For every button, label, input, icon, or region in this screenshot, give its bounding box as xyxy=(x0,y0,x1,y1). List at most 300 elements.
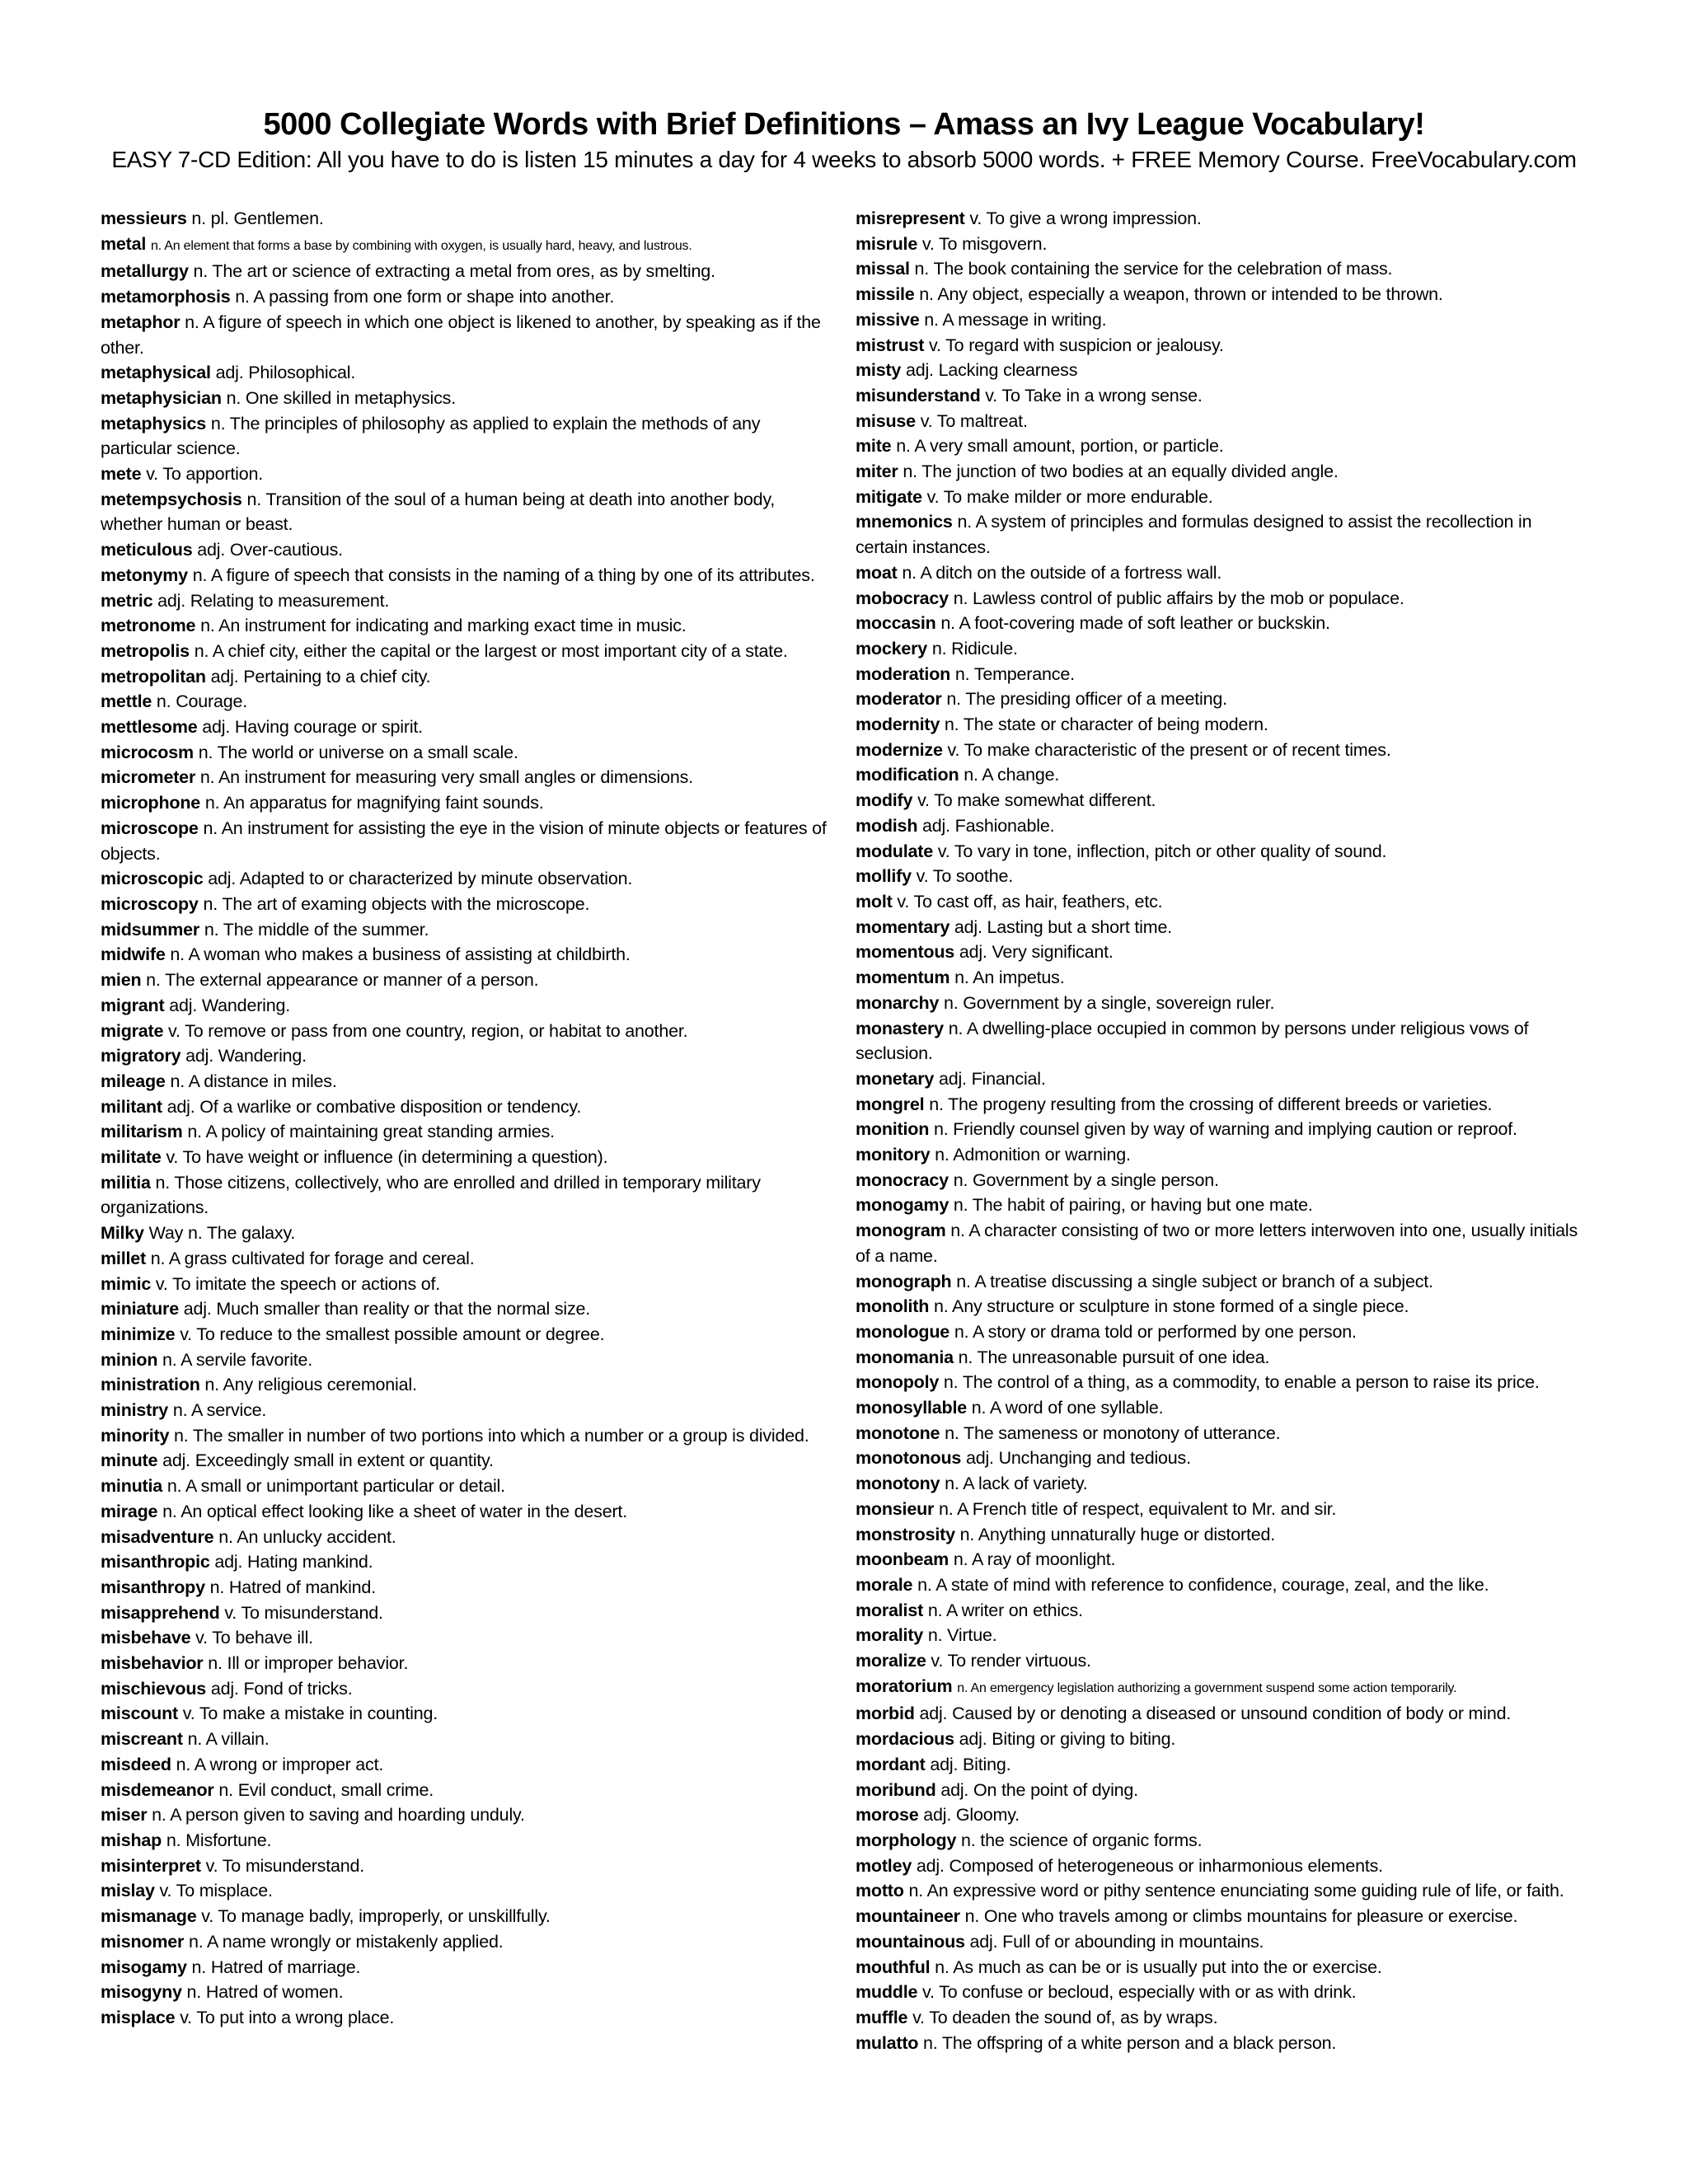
entry-definition: n. The offspring of a white person and a black person. xyxy=(923,2032,1337,2053)
entry-definition: n. A story or drama told or performed by one person. xyxy=(954,1321,1357,1342)
dictionary-entry xyxy=(101,206,831,232)
entry-word: misinterpret xyxy=(101,1855,201,1876)
entry-definition: v. To maltreat. xyxy=(920,410,1028,431)
dictionary-entry xyxy=(856,383,1586,409)
dictionary-entry xyxy=(856,1142,1586,1168)
entry-definition: n. A figure of speech in which one object is likened to another, by speaking as if the other. xyxy=(101,312,821,358)
entry-definition: n. Lawless control of public affairs by the mob or populace. xyxy=(953,588,1404,608)
entry-word: mistrust xyxy=(856,335,925,355)
entry-word: momentum xyxy=(856,968,950,988)
dictionary-entry xyxy=(101,1499,831,1525)
dictionary-entry xyxy=(856,509,1586,560)
entry-definition: n. The principles of philosophy as applied to explain the methods of any particular science. xyxy=(101,413,761,459)
dictionary-entry xyxy=(856,1572,1586,1598)
entry-definition: n. The control of a thing, as a commodity, to enable a person to raise its price. xyxy=(943,1372,1540,1393)
dictionary-entry xyxy=(856,333,1586,359)
dictionary-entry xyxy=(856,1674,1586,1702)
entry-word: misrule xyxy=(856,233,918,254)
entry-definition: v. To cast off, as hair, feathers, etc. xyxy=(897,891,1163,912)
dictionary-entry xyxy=(101,689,831,715)
dictionary-entry xyxy=(101,1980,831,2005)
dictionary-entry xyxy=(856,712,1586,738)
entry-word: minute xyxy=(101,1451,158,1471)
entry-word: monetary xyxy=(856,1068,935,1089)
dictionary-entry xyxy=(101,462,831,487)
dictionary-entry xyxy=(101,790,831,816)
entry-definition: adj. Pertaining to a chief city. xyxy=(210,666,431,687)
entry-word: micrometer xyxy=(101,767,196,788)
dictionary-entry xyxy=(856,813,1586,839)
dictionary-entry xyxy=(856,1648,1586,1674)
dictionary-entry xyxy=(101,232,831,260)
entry-word: minority xyxy=(101,1425,170,1446)
entry-word: mountainous xyxy=(856,1931,965,1952)
dictionary-entry xyxy=(856,307,1586,333)
entry-word: monomania xyxy=(856,1347,954,1367)
entry-definition: n. Ridicule. xyxy=(931,638,1018,658)
entry-word: metal xyxy=(101,233,147,254)
entry-word: monotone xyxy=(856,1422,940,1443)
dictionary-entry xyxy=(856,358,1586,383)
dictionary-entry xyxy=(101,1019,831,1044)
dictionary-entry xyxy=(856,1598,1586,1624)
entry-word: moderation xyxy=(856,663,951,684)
entry-word: mismanage xyxy=(101,1906,197,1927)
entry-definition: n. A very small amount, portion, or particle. xyxy=(896,436,1224,457)
dictionary-entry xyxy=(101,1878,831,1904)
entry-definition: v. To confuse or becloud, especially with or as with drink. xyxy=(922,1982,1357,2003)
entry-word: muffle xyxy=(856,2007,908,2027)
entry-word: modish xyxy=(856,815,918,836)
entry-word: molt xyxy=(856,891,893,912)
dictionary-entry xyxy=(101,1272,831,1297)
entry-definition: v. To give a wrong impression. xyxy=(969,209,1202,228)
entry-word: modernity xyxy=(856,715,940,735)
entry-definition: n. A French title of respect, equivalent to Mr. and sir. xyxy=(938,1498,1337,1519)
dictionary-entry xyxy=(856,1878,1586,1904)
entry-definition: adj. Wandering. xyxy=(185,1046,307,1066)
dictionary-entry xyxy=(856,1929,1586,1955)
entry-definition: n. An instrument for assisting the eye in the vision of minute objects or features of objects. xyxy=(101,818,827,864)
entry-word: misbehave xyxy=(101,1628,191,1648)
entry-definition: n. Hatred of marriage. xyxy=(191,1957,361,1977)
entry-definition: v. To vary in tone, inflection, pitch or other quality of sound. xyxy=(937,841,1387,861)
entry-word: ministration xyxy=(101,1375,200,1395)
entry-definition: adj. Lacking clearness xyxy=(905,360,1078,381)
entry-word: mileage xyxy=(101,1071,166,1091)
entry-word: metaphor xyxy=(101,312,181,332)
dictionary-entry xyxy=(101,968,831,993)
entry-word: militate xyxy=(101,1147,162,1168)
entry-definition: adj. Fashionable. xyxy=(922,815,1055,836)
entry-definition: adj. Wandering. xyxy=(169,995,291,1015)
dictionary-entry xyxy=(856,282,1586,307)
entry-word: misbehavior xyxy=(101,1653,204,1674)
dictionary-entry xyxy=(856,1117,1586,1142)
entry-word: mischievous xyxy=(101,1678,207,1699)
dictionary-entry xyxy=(856,1370,1586,1395)
dictionary-entry xyxy=(856,1269,1586,1295)
entry-word: mettle xyxy=(101,691,152,712)
dictionary-entry xyxy=(101,386,831,411)
entry-definition: v. To put into a wrong place. xyxy=(180,2007,395,2027)
entry-definition: v. To make a mistake in counting. xyxy=(182,1704,438,1724)
entry-definition: n. The smaller in number of two portions into which a number or a group is divided. xyxy=(174,1425,809,1446)
entry-definition: n. A system of principles and formulas designed to assist the recollection in certain instances. xyxy=(856,512,1532,558)
entry-word: microscopic xyxy=(101,869,204,889)
dictionary-entry xyxy=(101,1854,831,1879)
dictionary-entry xyxy=(856,1701,1586,1727)
entry-definition: n. The presiding officer of a meeting. xyxy=(946,689,1227,710)
entry-word: morality xyxy=(856,1625,924,1646)
entry-definition: v. To manage badly, improperly, or unskillfully. xyxy=(201,1906,551,1927)
entry-word: momentary xyxy=(856,916,950,937)
entry-word: monopoly xyxy=(856,1372,940,1393)
dictionary-entry xyxy=(856,611,1586,636)
entry-definition: v. To soothe. xyxy=(916,866,1013,887)
entry-definition: adj. Exceedingly small in extent or quantity. xyxy=(162,1451,494,1471)
entry-word: minimize xyxy=(101,1324,176,1344)
entry-word: minion xyxy=(101,1349,158,1370)
dictionary-entry xyxy=(856,1752,1586,1778)
entry-word: misanthropy xyxy=(101,1577,205,1597)
entry-definition: n. A person given to saving and hoarding unduly. xyxy=(152,1805,525,1825)
entry-definition: adj. Biting. xyxy=(930,1754,1011,1774)
dictionary-entry xyxy=(101,1904,831,1929)
entry-word: mountaineer xyxy=(856,1906,960,1927)
dictionary-entry xyxy=(856,206,1586,232)
entry-definition: n. A villain. xyxy=(187,1729,270,1750)
dictionary-entry xyxy=(856,232,1586,257)
entry-word: misdeed xyxy=(101,1754,171,1774)
entry-word: monogamy xyxy=(856,1195,950,1216)
entry-word: misuse xyxy=(856,410,916,431)
entry-word: millet xyxy=(101,1248,146,1268)
entry-definition: n. A policy of maintaining great standing armies. xyxy=(187,1122,555,1142)
entry-definition: n. An impetus. xyxy=(954,968,1065,988)
dictionary-entry xyxy=(101,1474,831,1499)
entry-definition: n. A distance in miles. xyxy=(170,1071,337,1091)
dictionary-entry xyxy=(101,1423,831,1449)
entry-definition: n. An apparatus for magnifying faint sounds. xyxy=(204,793,544,813)
dictionary-entry xyxy=(101,588,831,614)
dictionary-entry xyxy=(101,1347,831,1373)
dictionary-entry xyxy=(101,563,831,588)
dictionary-entry xyxy=(101,1145,831,1170)
entry-word: microscope xyxy=(101,818,199,838)
dictionary-entry xyxy=(101,1221,831,1246)
entry-definition: n. Any structure or sculpture in stone formed of a single piece. xyxy=(933,1296,1409,1317)
dictionary-entry xyxy=(856,1980,1586,2005)
entry-word: metaphysical xyxy=(101,363,211,383)
dictionary-entry xyxy=(101,2005,831,2031)
entry-definition: n. Hatred of women. xyxy=(186,1982,344,2003)
entry-definition: n. A figure of speech that consists in the naming of a thing by one of its attributes. xyxy=(192,565,815,585)
entry-word: monitory xyxy=(856,1145,931,1165)
entry-word: metaphysics xyxy=(101,413,207,434)
entry-definition: adj. On the point of dying. xyxy=(940,1779,1138,1800)
entry-definition: adj. Unchanging and tedious. xyxy=(965,1448,1191,1469)
entry-definition: adj. Lasting but a short time. xyxy=(954,916,1172,937)
dictionary-entry xyxy=(101,284,831,310)
dictionary-entry xyxy=(856,1497,1586,1522)
dictionary-entry xyxy=(856,839,1586,865)
entry-word: migrate xyxy=(101,1020,164,1041)
dictionary-entry xyxy=(101,1929,831,1955)
dictionary-entry xyxy=(101,892,831,917)
entry-definition: n. A foot-covering made of soft leather or buckskin. xyxy=(940,613,1330,634)
dictionary-entry xyxy=(101,259,831,284)
entry-definition: adj. Gloomy. xyxy=(923,1805,1020,1825)
entry-definition: n. The progeny resulting from the crossing of different breeds or varieties. xyxy=(929,1094,1493,1114)
entry-word: misdemeanor xyxy=(101,1779,214,1800)
entry-word: misnomer xyxy=(101,1931,185,1952)
dictionary-entry xyxy=(101,740,831,766)
dictionary-entry xyxy=(856,459,1586,485)
entry-definition: adj. Financial. xyxy=(938,1068,1046,1089)
entry-word: monotony xyxy=(856,1474,940,1494)
entry-definition: n. A service. xyxy=(172,1400,267,1421)
entry-word: misogyny xyxy=(101,1982,182,2003)
entry-word: mimic xyxy=(101,1273,152,1294)
entry-word: modulate xyxy=(856,841,933,861)
entry-definition: n. A passing from one form or shape into another. xyxy=(235,287,615,307)
dictionary-entry xyxy=(101,1549,831,1575)
entry-word: monocracy xyxy=(856,1169,949,1190)
entry-definition: n. A writer on ethics. xyxy=(927,1600,1083,1620)
entry-definition: n. A wrong or improper act. xyxy=(176,1754,384,1774)
entry-word: midsummer xyxy=(101,919,200,940)
entry-definition: n. Those citizens, collectively, who are enrolled and drilled in temporary military organizations. xyxy=(101,1172,761,1218)
entry-word: mockery xyxy=(856,638,928,658)
dictionary-entry xyxy=(856,1522,1586,1548)
entry-definition: v. To remove or pass from one country, region, or habitat to another. xyxy=(168,1020,688,1041)
dictionary-entry xyxy=(856,1193,1586,1218)
entry-word: minutia xyxy=(101,1476,163,1497)
entry-definition: v. To regard with suspicion or jealousy. xyxy=(929,335,1224,355)
entry-definition: v. To Take in a wrong sense. xyxy=(985,385,1203,405)
entry-definition: n. A ditch on the outside of a fortress wall. xyxy=(902,562,1222,583)
dictionary-entry xyxy=(101,1727,831,1752)
entry-word: militant xyxy=(101,1096,162,1117)
entry-word: mobocracy xyxy=(856,588,949,608)
entry-definition: v. To render virtuous. xyxy=(931,1651,1091,1671)
entry-word: mouthful xyxy=(856,1957,931,1977)
entry-word: modification xyxy=(856,765,959,785)
dictionary-entry xyxy=(856,1854,1586,1879)
entry-word: metallurgy xyxy=(101,261,189,282)
dictionary-entry xyxy=(101,1322,831,1347)
entry-word: muddle xyxy=(856,1982,918,2003)
entry-word: moccasin xyxy=(856,613,936,634)
entry-definition: v. To make somewhat different. xyxy=(917,790,1156,811)
entry-word: microcosm xyxy=(101,742,194,762)
dictionary-entry xyxy=(856,1016,1586,1066)
dictionary-entry xyxy=(101,1701,831,1727)
entry-definition: adj. Over-cautious. xyxy=(197,540,343,560)
dictionary-entry xyxy=(856,1218,1586,1268)
entry-word: mite xyxy=(856,436,892,457)
dictionary-entry xyxy=(856,1395,1586,1421)
entry-word: metropolitan xyxy=(101,666,206,687)
entry-word: modernize xyxy=(856,739,943,760)
dictionary-entry xyxy=(101,1752,831,1778)
entry-definition: n. A dwelling-place occupied in common by persons under religious vows of seclusion. xyxy=(856,1018,1529,1064)
dictionary-entry xyxy=(101,866,831,892)
entry-definition: v. To have weight or influence (in determining a question). xyxy=(166,1147,608,1168)
entry-word: mitigate xyxy=(856,486,922,507)
page-subtitle: EASY 7-CD Edition: All you have to do is listen 15 minutes a day for 4 weeks to absorb 5000 words. + FREE Memory Course. FreeVocabulary.com xyxy=(111,147,1577,172)
entry-word: metronome xyxy=(101,616,196,636)
entry-definition: v. To misplace. xyxy=(159,1881,273,1901)
dictionary-entry xyxy=(856,256,1586,282)
entry-word: mulatto xyxy=(856,2032,919,2053)
dictionary-entry xyxy=(101,993,831,1019)
entry-word: mongrel xyxy=(856,1094,925,1114)
page-title: 5000 Collegiate Words with Brief Definitions – Amass an Ivy League Vocabulary! xyxy=(263,107,1425,142)
entry-definition: v. To misunderstand. xyxy=(224,1602,383,1623)
entry-definition: adj. Biting or giving to biting. xyxy=(959,1729,1176,1750)
dictionary-entry xyxy=(856,864,1586,889)
entry-word: mirage xyxy=(101,1501,158,1521)
dictionary-entry xyxy=(856,1066,1586,1092)
entry-definition: adj. Fond of tricks. xyxy=(210,1678,353,1699)
dictionary-entry xyxy=(101,1094,831,1120)
entry-word: missive xyxy=(856,309,920,330)
entry-word: monogram xyxy=(856,1221,946,1241)
dictionary-entry xyxy=(856,1623,1586,1648)
entry-definition: n. An expressive word or pithy sentence enunciating some guiding rule of life, or faith. xyxy=(908,1881,1564,1901)
dictionary-entry xyxy=(856,1802,1586,1828)
dictionary-entry xyxy=(101,1069,831,1094)
entry-definition: n. A woman who makes a business of assisting at childbirth. xyxy=(170,944,631,965)
entry-word: missile xyxy=(856,284,915,305)
entry-word: morbid xyxy=(856,1704,915,1724)
entry-word: morale xyxy=(856,1574,913,1595)
dictionary-entry xyxy=(101,1372,831,1398)
entry-word: misrepresent xyxy=(856,209,965,228)
entry-word: moralize xyxy=(856,1651,926,1671)
entry-definition: v. To apportion. xyxy=(146,464,264,485)
entry-word: mettlesome xyxy=(101,717,198,738)
dictionary-entry xyxy=(101,537,831,563)
dictionary-entry xyxy=(856,636,1586,662)
entry-definition: n. Evil conduct, small crime. xyxy=(218,1779,434,1800)
entry-definition: n. A chief city, either the capital or the largest or most important city of a state. xyxy=(194,640,788,661)
entry-definition: v. To deaden the sound of, as by wraps. xyxy=(912,2007,1218,2027)
entry-word: misogamy xyxy=(101,1957,187,1977)
entry-definition: v. To behave ill. xyxy=(195,1628,313,1648)
dictionary-entry xyxy=(101,1676,831,1702)
dictionary-entry xyxy=(856,738,1586,763)
dictionary-entry xyxy=(856,409,1586,434)
entry-word: mishap xyxy=(101,1830,162,1850)
entry-definition: n. Virtue. xyxy=(927,1625,997,1646)
dictionary-entry xyxy=(101,1802,831,1828)
entry-definition: n. The book containing the service for the celebration of mass. xyxy=(914,259,1393,279)
dictionary-entry xyxy=(856,1092,1586,1118)
dictionary-entry xyxy=(101,942,831,968)
dictionary-entry xyxy=(856,1421,1586,1446)
entry-definition: adj. Adapted to or characterized by minute observation. xyxy=(208,869,633,889)
dictionary-entry xyxy=(856,687,1586,712)
dictionary-entry xyxy=(101,487,831,537)
dictionary-entry xyxy=(101,1625,831,1651)
entry-definition: n. A grass cultivated for forage and cereal. xyxy=(150,1248,475,1268)
entry-word: messieurs xyxy=(101,209,187,228)
entry-definition: adj. Of a warlike or combative disposition or tendency. xyxy=(166,1096,582,1117)
entry-definition: n. A state of mind with reference to confidence, courage, zeal, and the like. xyxy=(917,1574,1489,1595)
dictionary-entry xyxy=(856,1904,1586,1929)
dictionary-entry xyxy=(101,639,831,664)
entry-definition: adj. Having courage or spirit. xyxy=(202,717,423,738)
entry-definition: n. As much as can be or is usually put into the or exercise. xyxy=(935,1957,1382,1977)
dictionary-entry xyxy=(856,940,1586,965)
entry-word: monarchy xyxy=(856,992,940,1013)
dictionary-entry xyxy=(856,2031,1586,2056)
dictionary-entry xyxy=(856,1345,1586,1371)
entry-word: moonbeam xyxy=(856,1549,950,1570)
dictionary-entry xyxy=(101,1525,831,1550)
dictionary-entry xyxy=(101,1828,831,1854)
entry-word: metonymy xyxy=(101,565,188,585)
entry-definition: n. Misfortune. xyxy=(166,1830,272,1850)
entry-definition: n. The world or universe on a small scale. xyxy=(198,742,518,762)
left-column xyxy=(101,206,831,2031)
entry-word: mislay xyxy=(101,1881,155,1901)
dictionary-entry xyxy=(101,1575,831,1601)
entry-definition: v. To misunderstand. xyxy=(205,1855,365,1876)
entry-definition: n. The middle of the summer. xyxy=(204,919,429,940)
dictionary-entry xyxy=(856,889,1586,915)
entry-word: momentous xyxy=(856,942,955,963)
dictionary-entry xyxy=(101,1043,831,1069)
entry-definition: n. Any object, especially a weapon, thrown or intended to be thrown. xyxy=(919,284,1443,305)
dictionary-entry xyxy=(101,310,831,360)
entry-word: mete xyxy=(101,464,142,485)
entry-word: moralist xyxy=(856,1600,924,1620)
dictionary-entry xyxy=(856,1547,1586,1572)
dictionary-entry xyxy=(856,485,1586,510)
entry-definition: adj. Philosophical. xyxy=(215,363,356,383)
entry-word: metamorphosis xyxy=(101,287,231,307)
entry-word: militia xyxy=(101,1172,151,1193)
dictionary-entry xyxy=(856,1727,1586,1752)
entry-word: misapprehend xyxy=(101,1602,220,1623)
dictionary-entry xyxy=(101,411,831,462)
entry-definition: n. pl. Gentlemen. xyxy=(191,209,324,228)
dictionary-entry xyxy=(856,915,1586,940)
entry-word: mnemonics xyxy=(856,512,953,532)
dictionary-entry xyxy=(856,1319,1586,1345)
entry-definition: n. The sameness or monotony of utterance. xyxy=(945,1422,1281,1443)
dictionary-entry xyxy=(101,360,831,386)
entry-word: Milky xyxy=(101,1223,144,1244)
dictionary-entry xyxy=(856,434,1586,459)
entry-definition: n. One skilled in metaphysics. xyxy=(226,387,456,408)
entry-word: migrant xyxy=(101,995,165,1015)
entry-definition: n. An instrument for measuring very small angles or dimensions. xyxy=(199,767,693,788)
entry-definition: v. To misgovern. xyxy=(921,233,1048,254)
entry-word: moratorium xyxy=(856,1675,953,1696)
entry-definition: n. The junction of two bodies at an equally divided angle. xyxy=(903,462,1339,482)
entry-definition: adj. Full of or abounding in mountains. xyxy=(969,1931,1264,1952)
dictionary-entry xyxy=(101,1448,831,1474)
entry-definition: n. One who travels among or climbs mountains for pleasure or exercise. xyxy=(964,1906,1518,1927)
dictionary-entry xyxy=(856,788,1586,813)
entry-word: monotonous xyxy=(856,1448,962,1469)
entry-definition: v. To reduce to the smallest possible amount or degree. xyxy=(180,1324,605,1344)
